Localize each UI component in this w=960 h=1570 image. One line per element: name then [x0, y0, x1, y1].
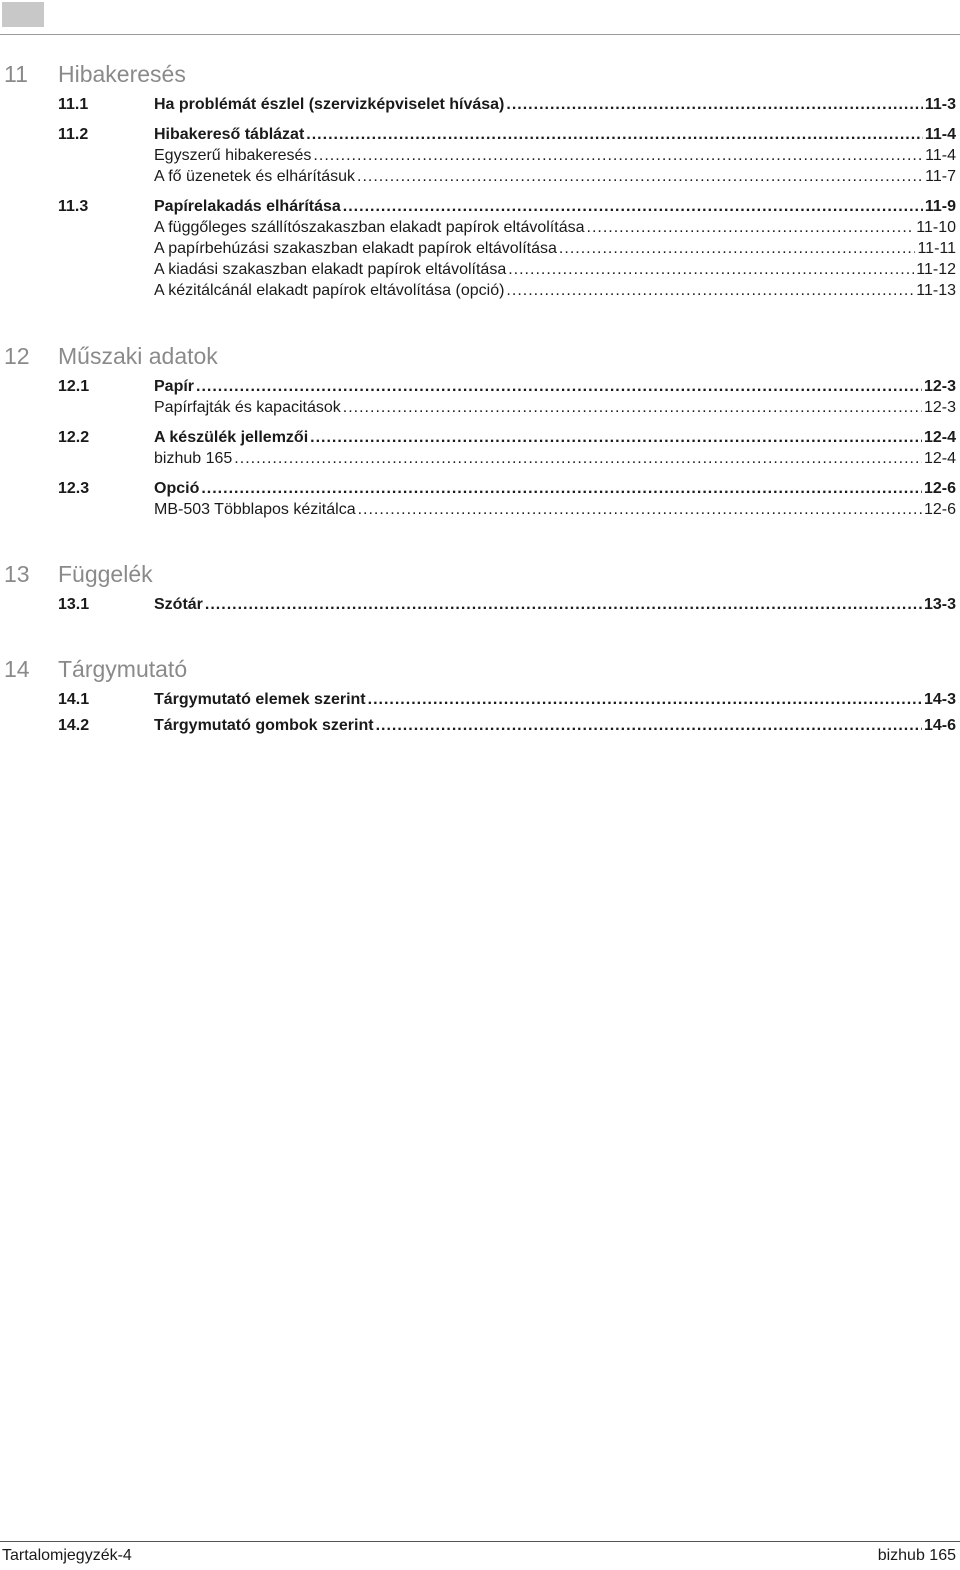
- dot-leader: [357, 166, 923, 187]
- entry-label: Opció: [154, 480, 200, 497]
- chapter-number: 12: [4, 343, 30, 369]
- entry-label: Szótár: [154, 596, 203, 613]
- entry-label: Tárgymutató gombok szerint: [154, 717, 374, 734]
- entry-label: MB-503 Többlapos kézitálca: [154, 501, 356, 518]
- page-number: 14-3: [923, 691, 956, 708]
- section-number: 12.2: [58, 429, 90, 446]
- header-tab-marker: [2, 2, 44, 27]
- dot-leader: [508, 259, 914, 280]
- chapter-14: [0, 653, 960, 736]
- toc-subentry[interactable]: [0, 280, 960, 301]
- dot-leader: [506, 280, 914, 301]
- chapter-number: 14: [4, 656, 30, 682]
- page-number: 11-11: [917, 240, 956, 257]
- page-number: 12-6: [923, 501, 956, 518]
- entry-label: Papír: [154, 378, 195, 395]
- header-rule: [0, 34, 960, 35]
- chapter-title: [0, 340, 960, 372]
- page-number: 11-4: [925, 147, 956, 164]
- page-number: 13-3: [923, 596, 956, 613]
- chapter-name: Hibakeresés: [58, 61, 186, 87]
- toc-subentry[interactable]: [0, 217, 960, 238]
- section-number: 14.1: [58, 691, 90, 708]
- toc-subentry[interactable]: [0, 166, 960, 187]
- chapter-number: 11: [4, 61, 28, 87]
- page-number: 12-4: [923, 450, 956, 467]
- toc-entry[interactable]: [0, 478, 960, 499]
- section-number: 12.1: [58, 378, 90, 395]
- dot-leader: [201, 478, 922, 499]
- entry-label: Papírelakadás elhárítása: [154, 198, 341, 215]
- dot-leader: [506, 94, 922, 115]
- entry-label: Papírfajták és kapacitások: [154, 399, 341, 416]
- dot-leader: [313, 145, 923, 166]
- toc-entry[interactable]: [0, 689, 960, 710]
- entry-label: Tárgymutató elemek szerint: [154, 691, 366, 708]
- entry-label: Hibakereső táblázat: [154, 126, 305, 143]
- section-number: 11.2: [58, 126, 89, 143]
- dot-leader: [559, 238, 916, 259]
- chapter-title: [0, 653, 960, 685]
- toc-subentry[interactable]: [0, 499, 960, 520]
- toc-entry[interactable]: [0, 196, 960, 217]
- entry-label: A készülék jellemzői: [154, 429, 309, 446]
- chapter-name: Tárgymutató: [58, 656, 188, 682]
- page-number: 11-7: [925, 168, 956, 185]
- page-number: 11-9: [924, 198, 956, 215]
- chapter-number: 13: [4, 561, 30, 587]
- entry-label: Egyszerű hibakeresés: [154, 147, 312, 164]
- page-number: 11-4: [924, 126, 956, 143]
- entry-label: bizhub 165: [154, 450, 233, 467]
- page-number: 12-4: [923, 429, 956, 446]
- dot-leader: [358, 499, 922, 520]
- chapter-name: Függelék: [58, 561, 153, 587]
- page-number: 11-10: [916, 219, 956, 236]
- chapter-name: Műszaki adatok: [58, 343, 218, 369]
- page-number: 11-13: [916, 282, 956, 299]
- dot-leader: [343, 397, 922, 418]
- entry-label: A függőleges szállítószakaszban elakadt papírok eltávolítása: [154, 219, 585, 236]
- page-number: 11-12: [916, 261, 956, 278]
- toc-subentry[interactable]: [0, 448, 960, 469]
- section-number: 12.3: [58, 480, 90, 497]
- section-number: 11.1: [58, 96, 89, 113]
- dot-leader: [587, 217, 915, 238]
- entry-label: A kiadási szakaszban elakadt papírok eltávolítása: [154, 261, 507, 278]
- toc-subentry[interactable]: [0, 145, 960, 166]
- toc-entry[interactable]: [0, 594, 960, 615]
- footer-page-label: Tartalomjegyzék-4: [2, 1547, 132, 1564]
- toc-entry[interactable]: [0, 94, 960, 115]
- footer-rule: [0, 1541, 960, 1542]
- entry-label: A fő üzenetek és elhárításuk: [154, 168, 356, 185]
- chapter-13: [0, 558, 960, 615]
- dot-leader: [310, 427, 922, 448]
- toc-subentry[interactable]: [0, 259, 960, 280]
- toc-entry[interactable]: [0, 715, 960, 736]
- footer-product-name: bizhub 165: [877, 1547, 956, 1564]
- dot-leader: [343, 196, 923, 217]
- chapter-title: [0, 58, 960, 90]
- toc-subentry[interactable]: [0, 397, 960, 418]
- section-number: 14.2: [58, 717, 90, 734]
- toc-entry[interactable]: [0, 124, 960, 145]
- page-number: 14-6: [923, 717, 956, 734]
- dot-leader: [368, 689, 922, 710]
- entry-label: Ha problémát észlel (szervizképviselet hívása): [154, 96, 505, 113]
- page-number: 12-3: [923, 399, 956, 416]
- dot-leader: [306, 124, 923, 145]
- dot-leader: [376, 715, 922, 736]
- dot-leader: [196, 376, 922, 397]
- chapter-title: [0, 558, 960, 590]
- toc-entry[interactable]: [0, 427, 960, 448]
- entry-label: A kézitálcánál elakadt papírok eltávolítása (opció): [154, 282, 505, 299]
- chapter-11: [0, 58, 960, 301]
- dot-leader: [234, 448, 922, 469]
- entry-label: A papírbehúzási szakaszban elakadt papírok eltávolítása: [154, 240, 557, 257]
- page-number: 12-3: [923, 378, 956, 395]
- toc-subentry[interactable]: [0, 238, 960, 259]
- dot-leader: [205, 594, 922, 615]
- section-number: 13.1: [58, 596, 90, 613]
- section-number: 11.3: [58, 198, 89, 215]
- page-number: 11-3: [924, 96, 956, 113]
- chapter-12: [0, 340, 960, 520]
- toc-entry[interactable]: [0, 376, 960, 397]
- page-number: 12-6: [923, 480, 956, 497]
